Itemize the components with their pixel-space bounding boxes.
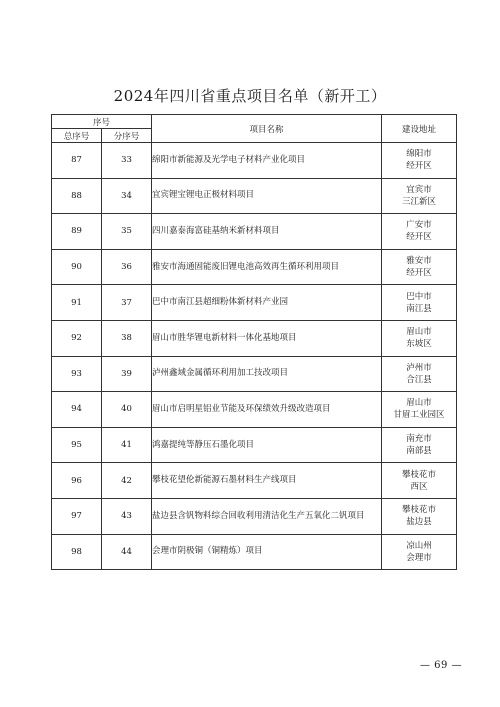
project-name-cell: 巴中市南江县超细粉体新材料产业园: [152, 285, 382, 321]
total-no-cell: 88: [52, 178, 102, 214]
table-header: [52, 115, 457, 143]
table-row: [52, 463, 457, 499]
page-number: — 69 —: [420, 660, 463, 671]
table-row: [52, 427, 457, 463]
sub-no-cell: 33: [102, 143, 152, 179]
sub-no-cell: 43: [102, 498, 152, 534]
location-cell: [382, 427, 457, 463]
project-table: [51, 114, 457, 570]
project-name-cell: 盐边县含钒物料综合回收利用清洁化生产五氧化二钒项目: [152, 498, 382, 534]
project-name-cell: 泸州鑫域金属循环利用加工技改项目: [152, 356, 382, 392]
project-name-cell: 会理市阴极铜（铜精炼）项目: [152, 534, 382, 570]
project-name-cell: 四川嘉泰海富硅基纳米新材料项目: [152, 214, 382, 250]
project-name-cell: 绵阳市新能源及光学电子材料产业化项目: [152, 143, 382, 179]
total-no-cell: 91: [52, 285, 102, 321]
total-no-cell: 87: [52, 143, 102, 179]
location-line: 广安市: [406, 220, 432, 231]
project-name-cell: 雅安市海通固能废旧锂电池高效再生循环利用项目: [152, 249, 382, 285]
location-line: 宜宾市: [406, 184, 432, 195]
location-line: 南部县: [406, 446, 432, 457]
project-name-cell: 攀枝花望伦新能源石墨材料生产线项目: [152, 463, 382, 499]
location-line: 三江新区: [402, 196, 437, 207]
total-no-cell: 98: [52, 534, 102, 570]
total-no-cell: 93: [52, 356, 102, 392]
total-no-cell: 89: [52, 214, 102, 250]
project-name-cell: 鸿嘉提纯等静压石墨化项目: [152, 427, 382, 463]
total-no-cell: 94: [52, 392, 102, 428]
location-line: 盐边县: [406, 517, 432, 528]
location-line: 凉山州: [406, 540, 432, 551]
location-cell: [382, 392, 457, 428]
sub-no-cell: 44: [102, 534, 152, 570]
location-line: 雅安市: [406, 256, 432, 267]
location-line: 巴中市: [406, 291, 432, 302]
sub-no-cell: 41: [102, 427, 152, 463]
location-cell: [382, 143, 457, 179]
location-line: 东坡区: [406, 339, 432, 350]
sub-no-cell: 34: [102, 178, 152, 214]
table-row: [52, 392, 457, 428]
table-row: [52, 143, 457, 179]
location-cell: [382, 249, 457, 285]
table-row: [52, 178, 457, 214]
location-cell: [382, 463, 457, 499]
location-line: 绵阳市: [406, 149, 432, 160]
total-no-cell: 95: [52, 427, 102, 463]
location-cell: [382, 498, 457, 534]
total-no-cell: 90: [52, 249, 102, 285]
location-line: 眉山市: [406, 398, 432, 409]
location-line: 经开区: [406, 232, 432, 243]
table-row: [52, 214, 457, 250]
location-line: 攀枝花市: [402, 505, 437, 516]
table-row: [52, 498, 457, 534]
location-line: 合江县: [406, 374, 432, 385]
table-row: [52, 534, 457, 570]
location-cell: [382, 356, 457, 392]
total-no-cell: 92: [52, 320, 102, 356]
location-line: 南充市: [406, 434, 432, 445]
project-name-cell: 眉山市胜华锂电新材料一体化基地项目: [152, 320, 382, 356]
project-name-cell: 眉山市启明星铝业节能及环保绩效升级改造项目: [152, 392, 382, 428]
sub-no-cell: 37: [102, 285, 152, 321]
table-row: [52, 356, 457, 392]
location-line: 经开区: [406, 161, 432, 172]
location-cell: [382, 178, 457, 214]
table-row: [52, 249, 457, 285]
location-line: 西区: [410, 481, 428, 492]
table-row: [52, 285, 457, 321]
location-cell: [382, 320, 457, 356]
location-line: 经开区: [406, 268, 432, 279]
location-cell: [382, 214, 457, 250]
sub-no-header: 分序号: [102, 129, 152, 143]
project-name-cell: 宜宾锂宝锂电正极材料项目: [152, 178, 382, 214]
location-line: 甘眉工业园区: [393, 410, 445, 421]
seq-group-header: 序号: [52, 115, 152, 129]
location-line: 会理市: [406, 552, 432, 563]
location-line: 泸州市: [406, 362, 432, 373]
project-name-header: 项目名称: [152, 115, 382, 143]
sub-no-cell: 42: [102, 463, 152, 499]
table-row: [52, 320, 457, 356]
sub-no-cell: 39: [102, 356, 152, 392]
sub-no-cell: 35: [102, 214, 152, 250]
table-body: [52, 143, 457, 570]
location-line: 南江县: [406, 303, 432, 314]
location-line: 眉山市: [406, 327, 432, 338]
total-no-header: 总序号: [52, 129, 102, 143]
location-cell: [382, 285, 457, 321]
location-header: 建设地址: [382, 115, 457, 143]
total-no-cell: 97: [52, 498, 102, 534]
sub-no-cell: 40: [102, 392, 152, 428]
sub-no-cell: 38: [102, 320, 152, 356]
total-no-cell: 96: [52, 463, 102, 499]
sub-no-cell: 36: [102, 249, 152, 285]
page-title: 2024年四川省重点项目名单（新开工）: [113, 87, 387, 105]
location-line: 攀枝花市: [402, 469, 437, 480]
location-cell: [382, 534, 457, 570]
